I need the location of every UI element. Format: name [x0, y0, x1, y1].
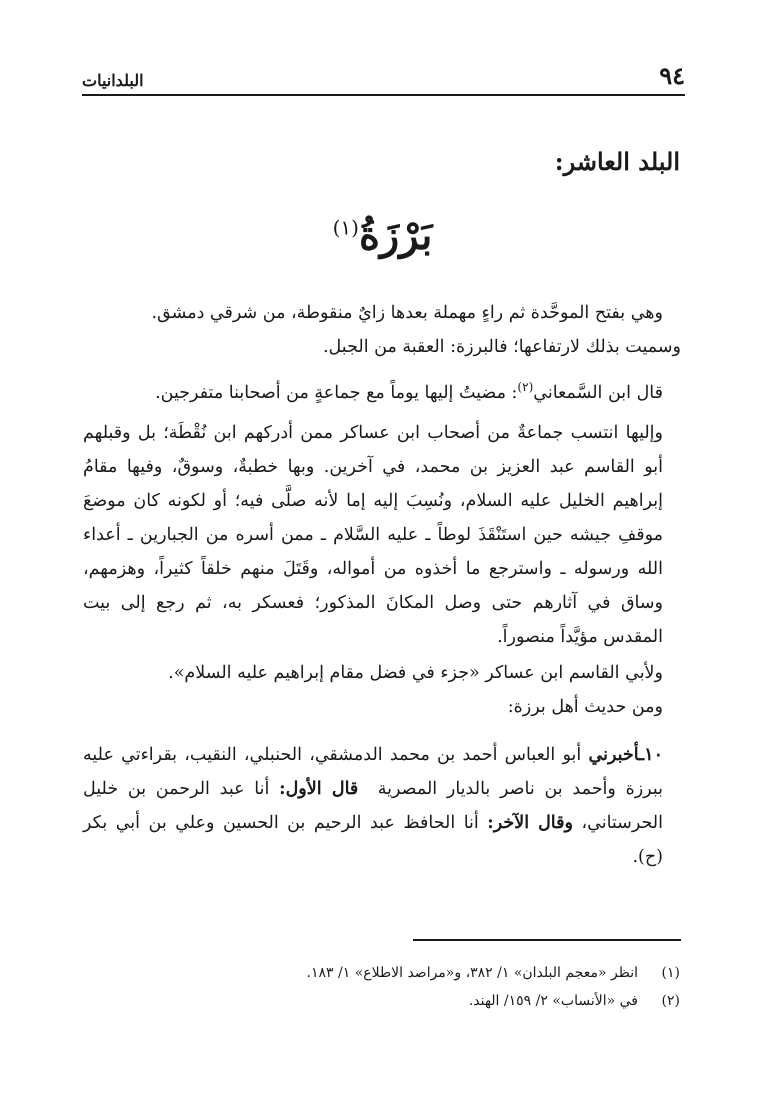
hadith-chain-a: أبو العباس أحمد بن محمد الدمشقي، الحنبلي، النقيب، بقراءتي عليه ببرزة وأحمد بن ناصر بالديار المصرية: [83, 744, 663, 799]
paragraph-samani: [83, 370, 681, 410]
footnote-text: في «الأنساب» ٢/ ١٥٩/ الهند.: [468, 993, 638, 1009]
footnote-number: (٢): [661, 993, 680, 1009]
paragraph-hadith-intro: ومن حديث أهل برزة:: [507, 696, 663, 717]
footnote-1: [82, 959, 680, 987]
hadith-chain-c: أنا الحافظ عبد الرحيم بن الحسين وعلي بن أبي بكر (ح).: [83, 812, 663, 867]
paragraph-description: وهي بفتح الموحَّدة ثم راءٍ مهملة بعدها زايٌ منقوطة، من شرقي دمشق.: [151, 303, 663, 323]
place-note-ref: (١): [332, 215, 359, 240]
hadith-number: ١٠ـ: [639, 744, 663, 765]
chapter-heading: البلد العاشر:: [554, 147, 680, 176]
samani-lead: قال ابن السَّمعاني: [533, 382, 663, 403]
page-number: ٩٤: [659, 61, 685, 90]
running-title: البلدانيات: [82, 71, 144, 90]
footnote-2: [82, 987, 680, 1015]
hadith-lead: أخبرني: [588, 744, 640, 765]
paragraph-history: وإليها انتسب جماعةٌ من أصحاب ابن عساكر ممن أدركهم ابن نُقْطَة؛ بل وقبلهم أبو القاسم عبد العزيز بن محمد، في آخرين. وبها خطبةٌ، وسوقٌ، وفيها مقامُ إبراهيم الخليل عليه السلام، ونُسِبَ إليه إما لأنه صلَّى فيه؛ أو لكونه كان موضعَ موقفِ جيشه حين استَنْقَذَ لوطاً ـ عليه السَّلام ـ ممن أسره من الجبارين ـ أعداء الله ورسوله ـ واسترجع ما أخذوه من أمواله، وقَتَلَ منهم خلقاً كثيراً، وهزمهم، وساق في آثارهم حتى وصل المكانَ المذكور؛ فعسكر به، ثم رجع إلى بيت المقدس مؤيَّداً منصوراً.: [83, 422, 663, 647]
place-title: [0, 212, 765, 259]
hadith-chain-b: أنا عبد الرحمن بن خليل الحرستاني،: [83, 778, 663, 833]
hadith-qal-first: قال الأول:: [279, 778, 359, 799]
place-name: بَرْزَةُ: [358, 212, 433, 259]
hadith-qal-other: وقال الآخر:: [487, 812, 573, 833]
footnote-number: (١): [661, 965, 680, 981]
paragraph-hadith-10: [83, 738, 681, 874]
paragraph-ibn-asakir: ولأبي القاسم ابن عساكر «جزء في فضل مقام إبراهيم عليه السلام».: [168, 662, 663, 683]
footnotes: [82, 959, 680, 1015]
samani-quote: : مضيتُ إليها يوماً مع جماعةٍ من أصحابنا متفرجين.: [155, 382, 518, 403]
main-text: [83, 296, 681, 874]
page-header: [82, 60, 685, 96]
footnote-separator: [413, 939, 681, 941]
footnote-ref-2: (٢): [517, 380, 534, 394]
paragraph-naming: وسميت بذلك لارتفاعها؛ فالبرزة: العقبة من الجبل.: [322, 337, 681, 357]
footnote-text: انظر «معجم البلدان» ١/ ٣٨٢، و«مراصد الاطلاع» ١/ ١٨٣.: [306, 965, 638, 981]
